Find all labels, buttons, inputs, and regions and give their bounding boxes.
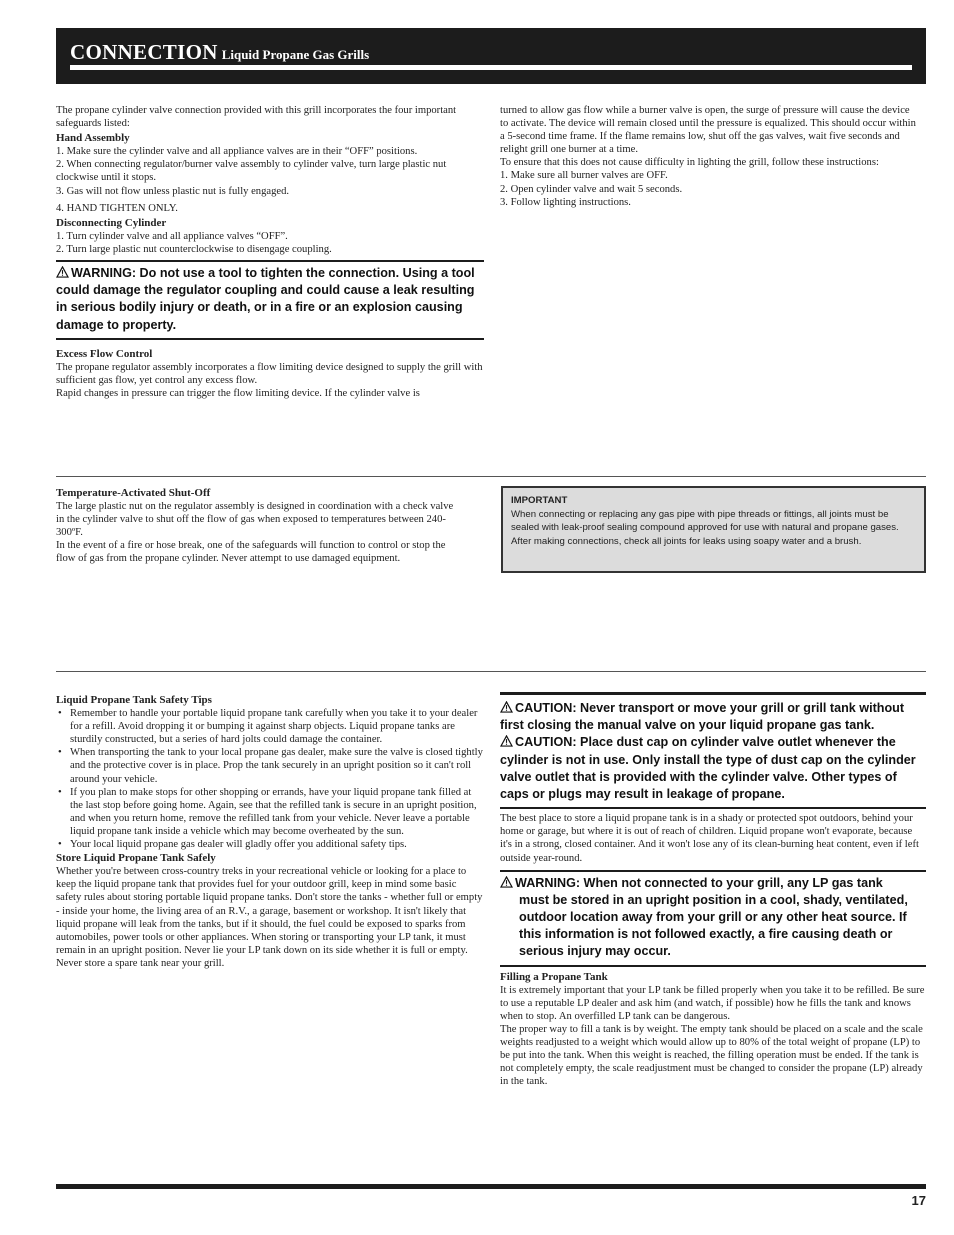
tool-warning-text: WARNING: Do not use a tool to tighten the connection. Using a tool could damage the regulator coupling and could cause a leak resulting in serious bodily injury or death, or in a fire or an explosion causing damage to property. (56, 266, 475, 332)
excess-flow-para: Rapid changes in pressure can trigger the flow limiting device. If the cylinder valve is (56, 388, 420, 400)
lighting-step: 3. Follow lighting instructions. (500, 196, 631, 208)
store-tank-heading: Store Liquid Propane Tank Safely (56, 852, 216, 865)
left-top-column (56, 104, 484, 400)
intro-text: The propane cylinder valve connection provided with this grill incorporates the four important safeguards listed: (56, 105, 457, 130)
temp-shutoff-para: The large plastic nut on the regulator assembly is designed in coordination with a check valve in the cylinder valve to shut off the flow of gas when exposed to temperatures between 240-300ºF. (56, 501, 454, 539)
tank-safety-tips-list (56, 707, 484, 851)
section-divider (56, 476, 926, 477)
left-bottom-column (56, 694, 484, 970)
warning-triangle-icon (500, 701, 513, 713)
list-item: • If you plan to make stops for other shopping or errands, have your liquid propane tank filled at the last stop before going home. Again, see that the refilled tank is secure in an upright position, and when you return home, remove the refilled tank from your vehicle. Never leave a portable liquid propane tank inside a vehicle which may become overheated by the sun. (56, 786, 484, 838)
important-notice-box (501, 486, 926, 573)
caution-transport-text: CAUTION: Never transport or move your grill or grill tank without first closing the manual valve on your liquid propane gas tank. (500, 701, 905, 733)
hand-step: 1. Make sure the cylinder valve and all appliance valves are in their “OFF” positions. (56, 146, 418, 158)
page-header (56, 28, 926, 84)
list-item: • Remember to handle your portable liquid propane tank carefully when you take it to your dealer for a refill. Avoid dropping it or bumping it against sharp objects. Liquid propane tanks are sturdily constructed, but a series of hard jolts could damage the container. (56, 707, 484, 746)
right-top-column (500, 104, 920, 209)
disconnecting-heading: Disconnecting Cylinder (56, 216, 167, 229)
section-divider (56, 671, 926, 672)
temp-shutoff-section (56, 487, 456, 566)
header-title-sub: Liquid Propane Gas Grills (221, 47, 370, 62)
storage-warning-first-line (500, 875, 926, 892)
filling-heading: Filling a Propane Tank (500, 970, 608, 983)
storage-warning (500, 870, 926, 967)
tool-warning (56, 260, 484, 340)
excess-flow-heading: Excess Flow Control (56, 347, 153, 360)
list-item: • When transporting the tank to your local propane gas dealer, make sure the valve is closed tightly and the protective cover is in place. Prop the tank securely in an upright position so it can't roll around your vehicle. (56, 746, 484, 785)
header-title-main: CONNECTION (70, 40, 218, 64)
warning-triangle-icon (500, 876, 513, 888)
flow-instructions-intro: To ensure that this does not cause difficulty in lighting the grill, follow these instructions: (500, 157, 879, 169)
footer-rule (56, 1184, 926, 1189)
filling-para: It is extremely important that your LP tank be filled properly when you take it to be refilled. Be sure to use a reputable LP dealer and ask him (and watch, if possible) how he fills the tank and knows when to stop. An overfilled LP tank can be dangerous. (500, 984, 925, 1022)
filling-para: The proper way to fill a tank is by weight. The empty tank should be placed on a scale and the scale weights readjusted to a weight which would allow up to 80% of the total weight of propane (LP) to be put into the tank. When this weight is reached, the filling operation must be ended. If the tank is not completely empty, the scale readjustment must be changed to consider the propane (LP) already in the tank. (500, 1023, 923, 1088)
important-text: When connecting or replacing any gas pipe with pipe threads or fittings, all joints must be sealed with leak-proof sealing compound approved for use with natural and propane gases. After making connections, check all joints for leaks using soapy water and a brush. (511, 508, 899, 547)
caution-transport (500, 700, 926, 734)
caution-dust-cap (500, 734, 926, 803)
warning-triangle-icon (56, 266, 69, 278)
store-tank-para: Whether you're between cross-country treks in your recreational vehicle or looking for a place to keep the liquid propane tank that provides fuel for your outdoor grill, keep in mind some basic safety rules about storing portable liquid propane tanks. Don't store the tanks - whether full or empty - inside your home, the living area of an R.V., a garage, basement or workshop. It isn't likely that liquid propane will leak from the tanks, but if it should, the fuel could be exposed to sparks from automobiles, power tools or other appliances. When storing or transporting your LP tank, it must remain in an upright position. Never lie your LP tank down on its side whether it is full or empty. Never store a spare tank near your grill. (56, 866, 483, 969)
hand-step: 4. HAND TIGHTEN ONLY. (56, 202, 178, 214)
page-number: 17 (911, 1193, 926, 1208)
important-label: IMPORTANT (511, 495, 568, 506)
lighting-step: 2. Open cylinder valve and wait 5 seconds. (500, 183, 683, 195)
header-title (70, 40, 369, 65)
storage-para: The best place to store a liquid propane tank is in a shady or protected spot outdoors, behind your home or garage, but where it is out of reach of children. Liquid propane won't evaporate, because it's in a strong, closed container. And it won't lose any of its clean-burning heat content, even if left outside year-round. (500, 813, 919, 864)
caution-dust-cap-text: CAUTION: Place dust cap on cylinder valve outlet whenever the cylinder is not in use. Only install the type of dust cap on the cylinder valve outlet that is provided with the cylinder valve. Other types of caps or plugs may result in leakage of propane. (500, 735, 916, 802)
warning-triangle-icon (500, 735, 513, 747)
header-rule (70, 65, 912, 70)
hand-assembly-heading: Hand Assembly (56, 132, 130, 145)
tank-safety-heading: Liquid Propane Tank Safety Tips (56, 694, 212, 706)
flow-continued-para: turned to allow gas flow while a burner valve is open, the surge of pressure will cause the device to activate. The device will remain closed until the pressure is equalized. This should occur within a 5-second time frame. If the flame remains low, shut off the gas valves, wait five seconds and relight grill one burner at a time. (500, 105, 916, 156)
storage-warning-text: WARNING: When not connected to your grill, any LP gas tank (515, 875, 883, 890)
caution-box (500, 692, 926, 809)
right-bottom-column (500, 692, 926, 1088)
storage-warning-rest: must be stored in an upright position in a cool, shady, ventilated, outdoor location away from your grill or any other heat source. If this information is not followed exactly, a fire causing death or serious injury may occur. (519, 892, 908, 959)
excess-flow-para: The propane regulator assembly incorporates a flow limiting device designed to supply the grill with sufficient gas flow, yet control any excess flow. (56, 361, 483, 387)
hand-step: 3. Gas will not flow unless plastic nut is fully engaged. (56, 185, 290, 197)
list-item: • Your local liquid propane gas dealer will gladly offer you additional safety tips. (56, 838, 484, 851)
temp-shutoff-para: In the event of a fire or hose break, one of the safeguards will function to control or stop the flow of gas from the propane cylinder. Never attempt to use damaged equipment. (56, 540, 446, 565)
disconnect-step: 2. Turn large plastic nut counterclockwise to disengage coupling. (56, 243, 332, 255)
hand-step: 2. When connecting regulator/burner valve assembly to cylinder valve, turn large plastic nut clockwise until it stops. (56, 159, 447, 184)
temp-shutoff-heading: Temperature-Activated Shut-Off (56, 487, 211, 499)
lighting-step: 1. Make sure all burner valves are OFF. (500, 170, 668, 182)
disconnect-step: 1. Turn cylinder valve and all appliance valves “OFF”. (56, 230, 288, 242)
